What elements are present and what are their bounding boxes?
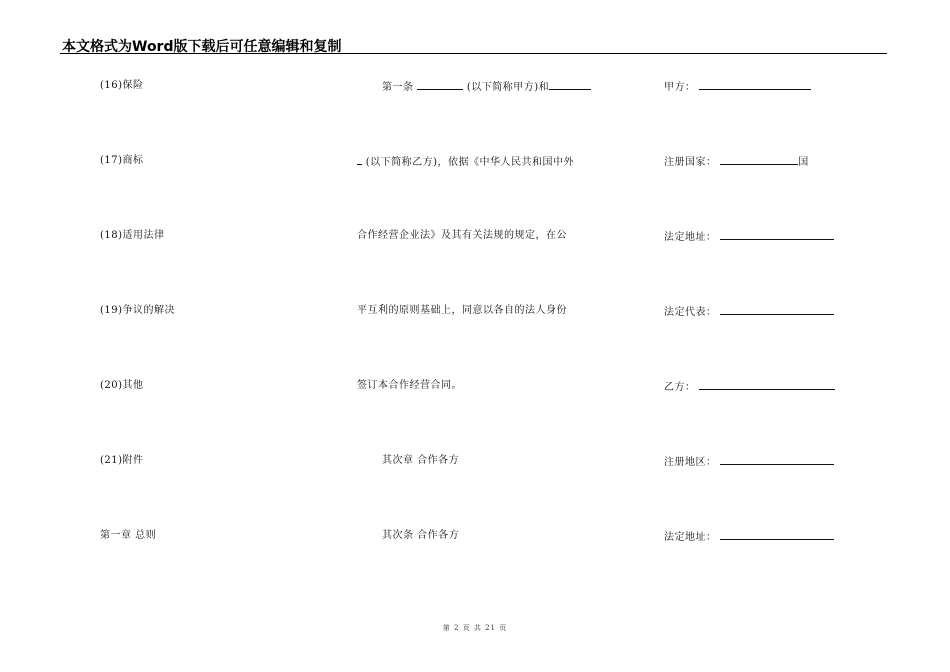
legal-rep-label: 法定代表：: [664, 307, 717, 318]
reg-country-blank: [720, 155, 798, 165]
legal-rep-blank: [720, 305, 834, 315]
left-item-chapter-one: 第一章 总则: [100, 530, 157, 541]
legal-rep-field: [664, 305, 834, 319]
reg-country-field: [664, 155, 809, 169]
left-item-annex: (21)附件: [100, 455, 144, 466]
left-item-other: (20)其他: [100, 380, 144, 391]
left-item-insurance: (16)保险: [100, 80, 144, 91]
reg-area-label: 注册地区：: [664, 457, 717, 468]
left-item-trademark: (17)商标: [100, 155, 144, 166]
reg-area-field: [664, 455, 834, 469]
legal-address-blank-2: [720, 530, 834, 540]
party-a-field: [664, 80, 811, 94]
party-b-field: [664, 380, 835, 394]
legal-address-field-2: [664, 530, 834, 544]
party-b-blank: [699, 380, 835, 390]
middle-line-1: [382, 80, 591, 94]
left-item-applicable-law: (18)适用法律: [100, 230, 165, 241]
reg-country-label: 注册国家：: [664, 157, 717, 168]
page-number-footer: 第 2 页 共 21 页: [442, 624, 508, 632]
header-divider: [60, 53, 887, 54]
middle-line-2: [357, 155, 574, 169]
party-b-label: 乙方：: [664, 382, 696, 393]
party-a-label: 甲方：: [664, 82, 696, 93]
reg-area-blank: [720, 455, 834, 465]
left-item-dispute-resolution: (19)争议的解决: [100, 305, 176, 316]
legal-address-field: [664, 230, 834, 244]
party-a-blank: [699, 80, 811, 90]
article-two-heading: 其次条 合作各方: [382, 530, 460, 541]
middle-line-5: 签订本合作经营合同。: [357, 380, 462, 391]
party-a-abbrev-text: (以下简称甲方)和: [466, 82, 550, 93]
blank-line: [417, 80, 463, 90]
middle-line-3: 合作经营企业法》及其有关法规的规定，在公: [357, 230, 567, 241]
blank-line: [549, 80, 591, 90]
article-one-label: 第一条: [382, 82, 414, 93]
chapter-two-heading: 其次章 合作各方: [382, 455, 460, 466]
blank-line: [357, 155, 362, 165]
legal-address-label: 法定地址：: [664, 232, 717, 243]
document-header-title: 本文格式为Word版下载后可任意编辑和复制: [62, 39, 342, 55]
reg-country-suffix: 国: [798, 157, 809, 168]
legal-address-label-2: 法定地址：: [664, 532, 717, 543]
party-b-abbrev-text: (以下简称乙方)，依据《中华人民共和国中外: [365, 157, 574, 168]
legal-address-blank: [720, 230, 834, 240]
middle-line-4: 平互利的原则基础上，同意以各自的法人身份: [357, 305, 567, 316]
